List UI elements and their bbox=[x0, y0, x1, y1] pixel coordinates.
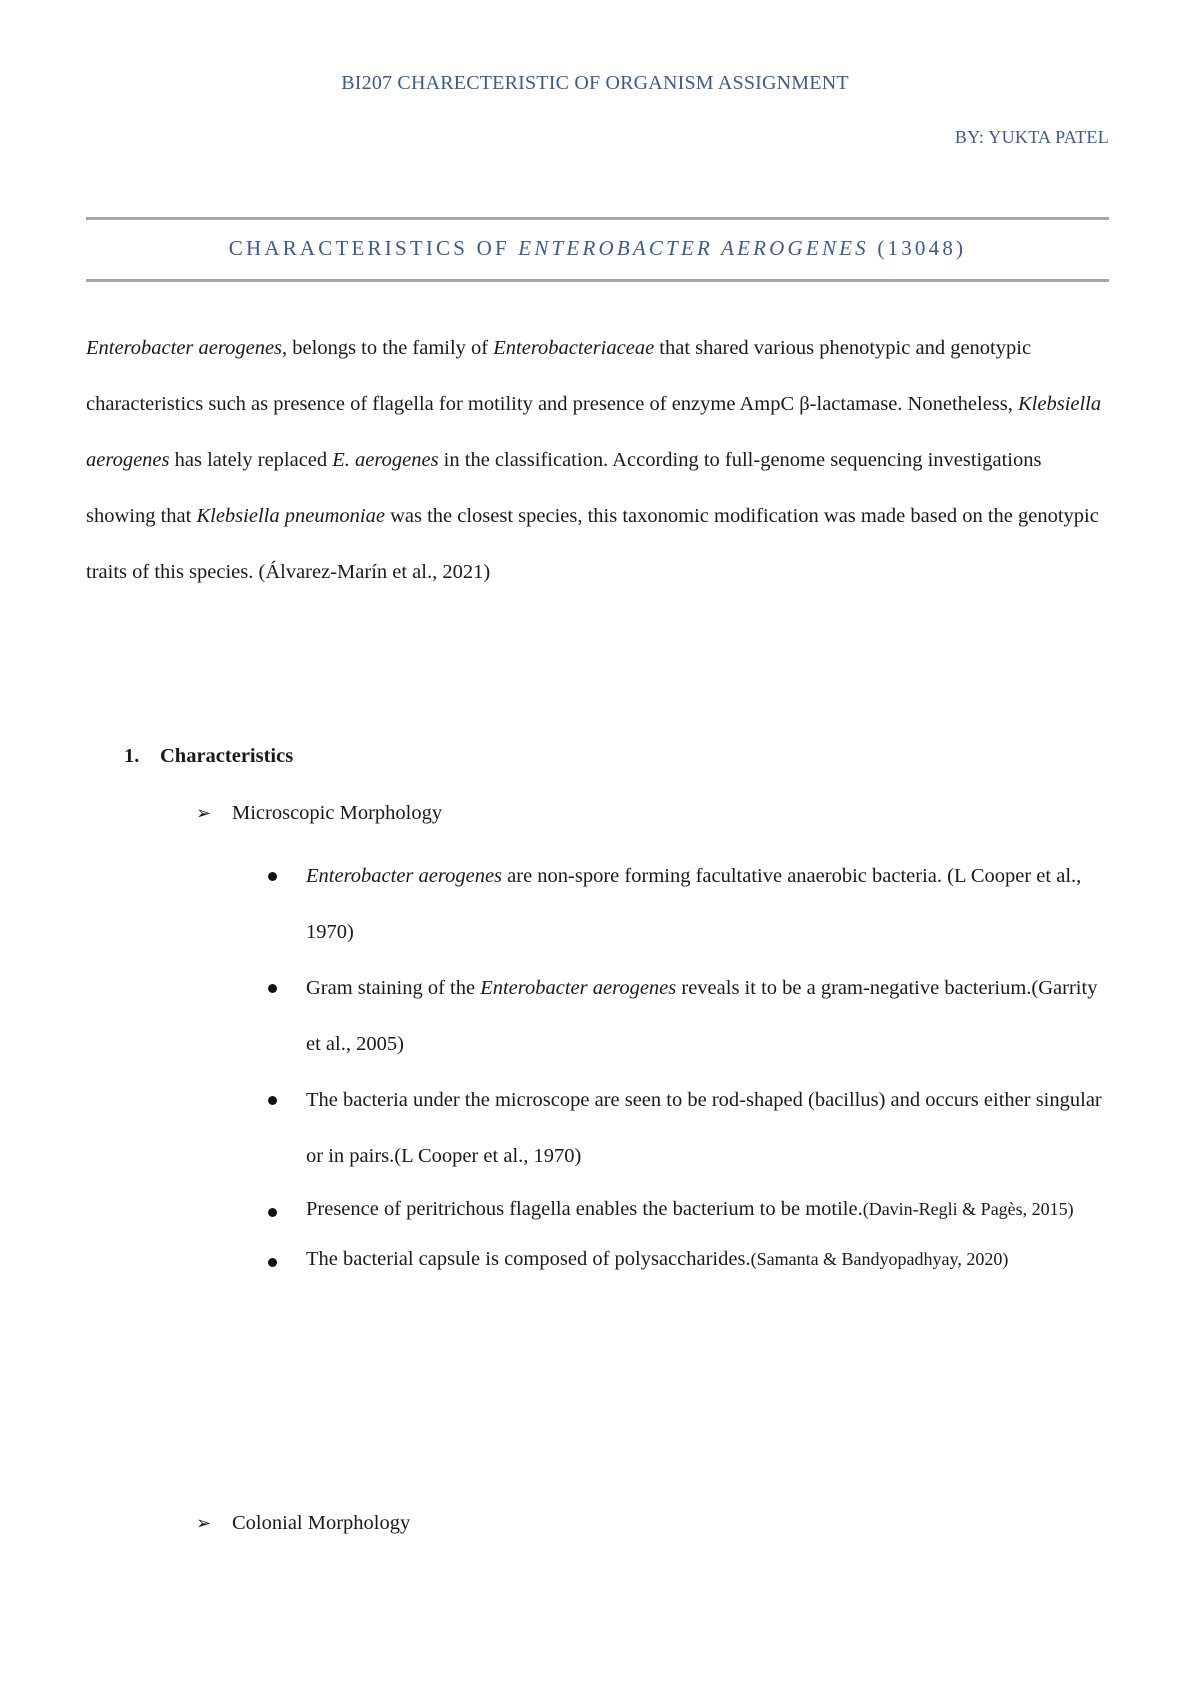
bullet-text: are non-spore forming facultative anaerobic bacteria. (L Cooper et al., 1970) bbox=[306, 865, 1082, 943]
intro-text: , belongs to the family of bbox=[282, 337, 494, 359]
section-heading-prefix: CHARACTERISTICS OF bbox=[228, 236, 519, 260]
arrow-bullet-icon: ➢ bbox=[196, 803, 212, 823]
intro-species: Klebsiella aerogenes bbox=[86, 393, 1102, 471]
subsection-label: Microscopic Morphology bbox=[232, 802, 443, 824]
subsection-colonial bbox=[196, 1512, 410, 1535]
bullet-text: Presence of peritrichous flagella enables the bacterium to be motile. bbox=[306, 1198, 863, 1220]
list-item bbox=[268, 960, 1113, 1072]
section-1-heading bbox=[124, 745, 293, 768]
bullet-text: Gram staining of the bbox=[306, 977, 481, 999]
intro-text: that shared various phenotypic and genotypic characteristics such as presence of flagella for motility and presence of enzyme AmpC β-lactamase. Nonetheless, bbox=[86, 337, 1032, 415]
heading-rule-bottom bbox=[86, 279, 1109, 282]
intro-text: was the closest species, this taxonomic modification was made based on the genotypic traits of this species. (Álvarez-Marín et al., 2021) bbox=[86, 505, 1099, 583]
intro-species: Klebsiella pneumoniae bbox=[196, 505, 385, 527]
bullet-citation: (Davin-Regli & Pagès, 2015) bbox=[862, 1199, 1074, 1219]
list-item bbox=[268, 1184, 1113, 1234]
intro-text: has lately replaced bbox=[169, 449, 333, 471]
document-title: BI207 CHARECTERISTIC OF ORGANISM ASSIGNMENT bbox=[341, 72, 849, 94]
intro-text: in the classification. According to full-genome sequencing investigations showing that bbox=[86, 449, 1042, 527]
intro-species: E. aerogenes bbox=[332, 449, 439, 471]
bullet-dot-icon bbox=[268, 1096, 277, 1105]
section-heading bbox=[86, 236, 1109, 261]
subsection-microscopic bbox=[196, 802, 442, 825]
intro-species: Enterobacter aerogenes bbox=[86, 337, 283, 359]
section-number: 1. bbox=[124, 745, 140, 767]
list-item bbox=[268, 1234, 1113, 1284]
microscopic-bullet-list bbox=[268, 848, 1113, 1284]
arrow-bullet-icon: ➢ bbox=[196, 1513, 212, 1533]
bullet-citation: (Samanta & Bandyopadhyay, 2020) bbox=[750, 1249, 1009, 1269]
document-author: BY: YUKTA PATEL bbox=[954, 127, 1109, 147]
list-item bbox=[268, 1072, 1113, 1184]
section-heading-organism: ENTEROBACTER AEROGENES bbox=[518, 236, 869, 260]
bullet-dot-icon bbox=[268, 872, 277, 881]
section-heading-suffix: (13048) bbox=[868, 236, 967, 260]
intro-family: Enterobacteriaceae bbox=[493, 337, 655, 359]
bullet-text: reveals it to be a gram-negative bacterium.(Garrity et al., 2005) bbox=[306, 977, 1098, 1055]
bullet-dot-icon bbox=[268, 1208, 277, 1217]
intro-paragraph bbox=[86, 320, 1116, 600]
bullet-text: The bacterial capsule is composed of polysaccharides. bbox=[306, 1248, 751, 1270]
section-title: Characteristics bbox=[160, 745, 294, 767]
subsection-label: Colonial Morphology bbox=[232, 1512, 411, 1534]
list-item bbox=[268, 848, 1113, 960]
heading-rule-top bbox=[86, 217, 1109, 220]
bullet-species: Enterobacter aerogenes bbox=[480, 977, 677, 999]
bullet-species: Enterobacter aerogenes bbox=[306, 865, 503, 887]
bullet-text: The bacteria under the microscope are seen to be rod-shaped (bacillus) and occurs either singular or in pairs.(L Cooper et al., 1970) bbox=[306, 1089, 1102, 1167]
bullet-dot-icon bbox=[268, 1258, 277, 1267]
bullet-dot-icon bbox=[268, 984, 277, 993]
